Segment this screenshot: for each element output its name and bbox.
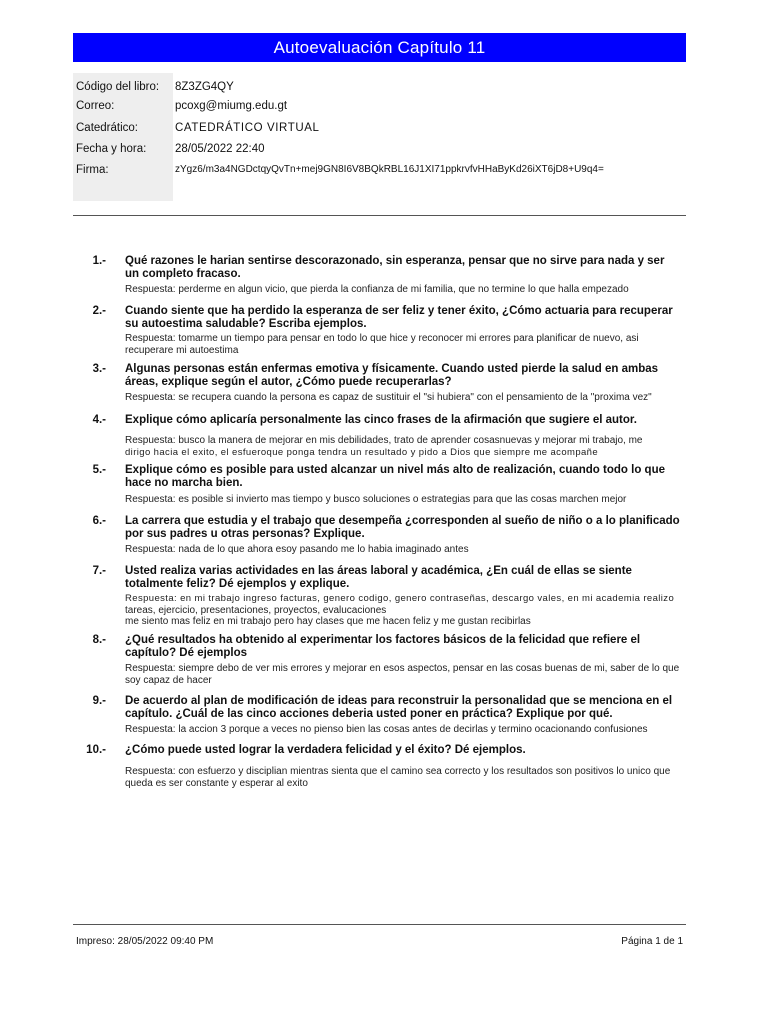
printed-timestamp: Impreso: 28/05/2022 09:40 PM xyxy=(76,936,214,947)
codigo-value: 8Z3ZG4QY xyxy=(175,81,234,93)
answer-text: Respuesta: con esfuerzo y disciplian mientras sienta que el camino sea correcto y los resultados son positivos lo unico que queda es ser constante y esperar al exito xyxy=(125,766,671,789)
question-text: Explique cómo es posible para usted alcanzar un nivel más alto de realización, cuando todo lo que hace no marcha bien. xyxy=(125,464,665,489)
question-text: Usted realiza varias actividades en las áreas laboral y académica, ¿En cuál de ellas se siente totalmente feliz? Dé ejemplos y explique. xyxy=(125,565,632,590)
codigo-label: Código del libro: xyxy=(76,81,160,93)
answer-line: dirigo hacia el exito, el esfueroque ponga tendra un resultado y pido a Dios que siempre me acompañe xyxy=(125,446,599,458)
question-text: La carrera que estudia y el trabajo que desempeña ¿corresponden al sueño de niño o a lo planificado por sus padres u otras personas? Explique. xyxy=(125,515,680,540)
catedratico-label: Catedrático: xyxy=(76,122,139,134)
page-footer xyxy=(73,936,686,950)
question-text: Explique cómo aplicaría personalmente las cinco frases de la afirmación que sugiere el autor. xyxy=(125,414,637,426)
answer-text: Respuesta: perderme en algun vicio, que pierda la confianza de mi familia, que no termine lo que halla empezado xyxy=(125,284,629,295)
firma-value: zYgz6/m3a4NGDctqyQvTn+mej9GN8I6V8BQkRBL16J1XI71ppkrvfvHHaByKd26iXT6jD8+U9q4= xyxy=(175,164,604,175)
question-text: Cuando siente que ha perdido la esperanza de ser feliz y tener éxito, ¿Cómo actuaria para recuperar su autoestima saludable? Escriba ejemplos. xyxy=(125,305,673,330)
answer-line: Respuesta: en mi trabajo ingreso facturas, genero codigo, genero contraseñas, descargo vales, en mi academia realizo xyxy=(125,593,675,604)
catedratico-value: CATEDRÁTICO VIRTUAL xyxy=(175,122,320,134)
firma-label: Firma: xyxy=(76,164,109,176)
answer-text xyxy=(125,593,685,628)
question-number: 9.- xyxy=(92,695,106,707)
answer-text: Respuesta: es posible si invierto mas tiempo y busco soluciones o estrategias para que las cosas marchen mejor xyxy=(125,494,627,505)
answer-line: tareas, ejercicio, presentaciones, proyectos, evalucaciones xyxy=(125,604,387,616)
question-number: 4.- xyxy=(92,414,106,426)
question-text: De acuerdo al plan de modificación de ideas para reconstruir la personalidad que se menciona en el capítulo. ¿Cuál de las cinco acciones deberia usted poner en práctica? Explique por qué. xyxy=(125,695,673,720)
fecha-value: 28/05/2022 22:40 xyxy=(175,143,265,155)
answer-text: Respuesta: la accion 3 porque a veces no pienso bien las cosas antes de decirlas y termino ocacionando confusiones xyxy=(125,724,648,735)
answer-text: Respuesta: nada de lo que ahora esoy pasando me lo habia imaginado antes xyxy=(125,544,469,555)
question-number: 5.- xyxy=(92,464,106,476)
answer-text: Respuesta: se recupera cuando la persona es capaz de sustituir el "si hubiera" con el pensamiento de la "proxima vez" xyxy=(125,392,652,403)
answer-line: Respuesta: busco la manera de mejorar en mis debilidades, trato de aprender cosasnuevas y mejorar mi trabajo, me xyxy=(125,435,643,446)
question-number: 10.- xyxy=(86,744,106,756)
meta-row-firma xyxy=(73,159,686,181)
footer-divider xyxy=(73,924,686,925)
question-text: ¿Cómo puede usted lograr la verdadera felicidad y el éxito? Dé ejemplos. xyxy=(125,744,526,756)
question-number: 8.- xyxy=(92,634,106,646)
question-text: Qué razones le harian sentirse descorazonado, sin esperanza, pensar que no sirve para nada y ser un completo fracaso. xyxy=(125,255,665,280)
meta-row-catedratico xyxy=(73,117,686,139)
meta-row-correo xyxy=(73,95,686,117)
question-number: 6.- xyxy=(92,515,106,527)
question-number: 7.- xyxy=(92,565,106,577)
question-number: 3.- xyxy=(92,363,106,375)
answer-line: me siento mas feliz en mi trabajo pero hay clases que me hacen feliz y me gustan recibirlas xyxy=(125,616,531,627)
answer-text: Respuesta: tomarme un tiempo para pensar en todo lo que hice y reconocer mi errores para planificar de nuevo, asi recuperare mi autoestima xyxy=(125,333,639,356)
correo-value: pcoxg@miumg.edu.gt xyxy=(175,100,288,112)
meta-row-fecha xyxy=(73,138,686,160)
question-number: 2.- xyxy=(92,305,106,317)
answer-text xyxy=(125,435,685,458)
header-divider xyxy=(73,215,686,216)
question-number: 1.- xyxy=(92,255,106,267)
answer-text: Respuesta: siempre debo de ver mis errores y mejorar en esos aspectos, pensar en las cosas buenas de mi, saber de lo que soy capaz de hacer xyxy=(125,663,680,686)
fecha-label: Fecha y hora: xyxy=(76,143,147,155)
page-number: Página 1 de 1 xyxy=(621,936,683,947)
question-text: ¿Qué resultados ha obtenido al experimentar los factores básicos de la felicidad que refiere el capítulo? Dé ejemplos xyxy=(125,634,641,659)
question-text: Algunas personas están enfermas emotiva y físicamente. Cuando usted pierde la salud en ambas áreas, explique según el autor, ¿Cómo puede recuperarlas? xyxy=(125,363,659,388)
correo-label: Correo: xyxy=(76,100,115,112)
page-title: Autoevaluación Capítulo 11 xyxy=(73,33,686,62)
